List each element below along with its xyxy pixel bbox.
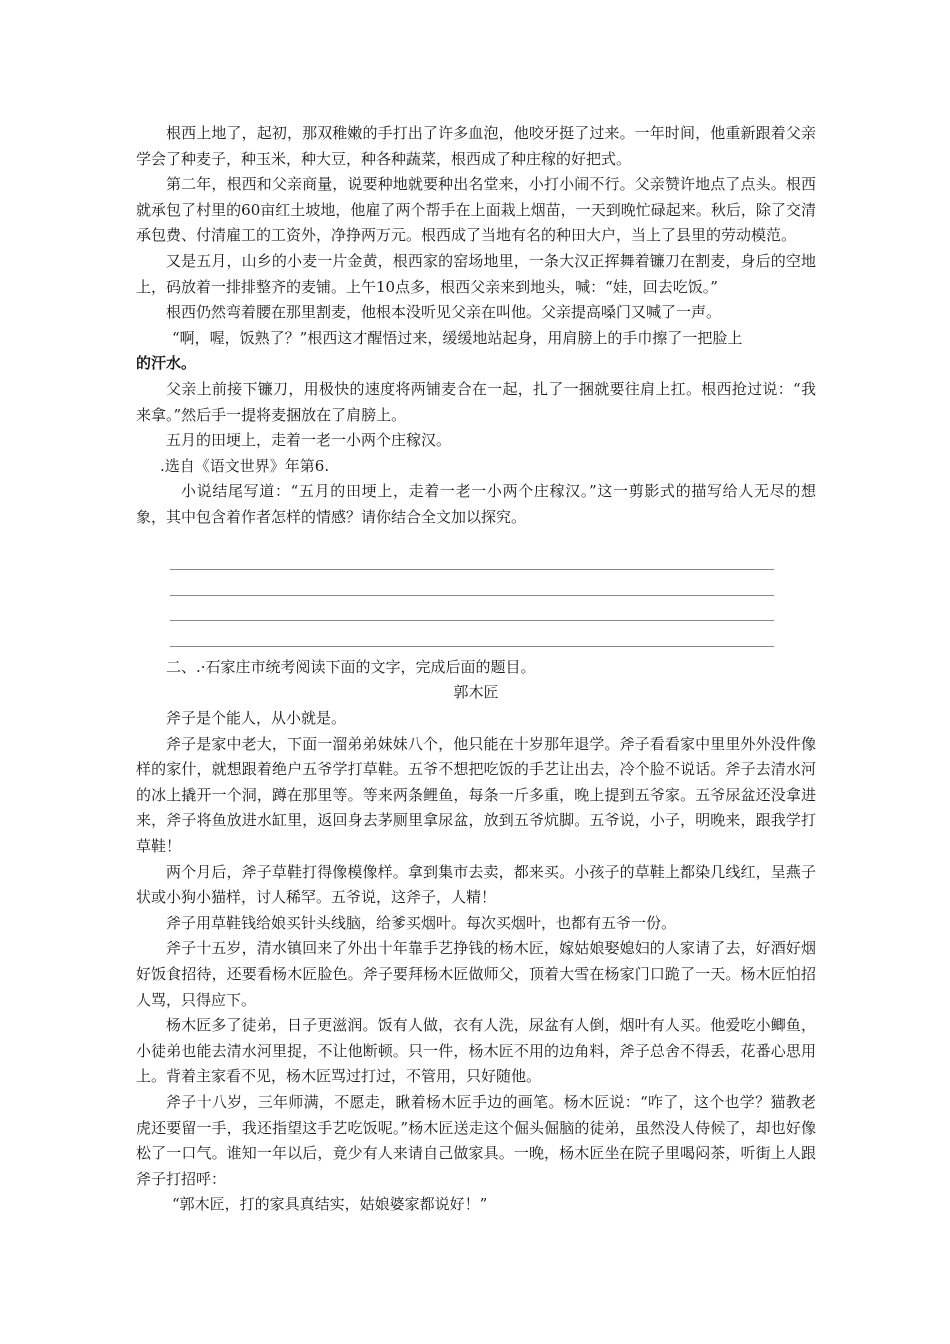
story-paragraph-1: 根西上地了，起初，那双稚嫩的手打出了许多血泡，他咬牙挺了过来。一年时间，他重新跟着父亲学会了种麦子，种玉米，种大豆，种各种蔬菜，根西成了种庄稼的好把式。 <box>136 124 816 168</box>
story2-paragraph-4: 斧子用草鞋钱给娘买针头线脑，给爹买烟叶。每次买烟叶，也都有五爷一份。 <box>166 913 677 932</box>
story-paragraph-5 <box>136 326 816 377</box>
answer-line <box>170 596 774 622</box>
section-header: 二、.·石家庄市统考阅读下面的文字，完成后面的题目。 <box>166 657 536 676</box>
answer-line <box>170 621 774 647</box>
question-text: 小说结尾写道：“五月的田埂上，走着一老一小两个庄稼汉。”这一剪影式的描写给人无尽的想象，其中包含着作者怎样的情感？请你结合全文加以探究。 <box>136 482 816 526</box>
story-title: 郭木匠 <box>453 683 499 702</box>
story-paragraph-5-text: “啊，喔，饭熟了？”根西这才醒悟过来，缓缓地站起身，用肩膀上的手巾擦了一把脸上 <box>172 328 743 347</box>
document-page <box>136 121 816 1218</box>
story2-paragraph-3: 两个月后，斧子草鞋打得像模像样。拿到集市去卖，都来买。小孩子的草鞋上都染几线红，呈燕子状或小狗小猫样，讨人稀罕。五爷说，这斧子，人精！ <box>136 862 816 907</box>
story2-paragraph-8: “郭木匠，打的家具真结实，姑娘婆家都说好！” <box>172 1195 488 1214</box>
story-paragraph-7: 五月的田埂上，走着一老一小两个庄稼汉。 <box>166 431 452 450</box>
story-paragraph-2: 第二年，根西和父亲商量，说要种地就要种出名堂来，小打小闹不行。父亲赞许地点了点头。根西就承包了村里的60亩红土坡地，他雇了两个帮手在上面栽上烟苗，一天到晚忙碌起来。秋后，除了交清承包费、付清雇工的工资外，净挣两万元。根西成了当地有名的种田大户，当上了县里的劳动模范。 <box>136 175 816 245</box>
story-paragraph-5-bold: 的汗水。 <box>136 354 197 373</box>
story2-paragraph-6: 杨木匠多了徒弟，日子更滋润。饭有人做，衣有人洗，尿盆有人倒，烟叶有人买。他爱吃小鲫鱼，小徒弟也能去清水河里捉，不让他断顿。只一件，杨木匠不用的边角料，斧子总舍不得丢，花番心思用上。背着主家看不见，杨木匠骂过打过，不管用，只好随他。 <box>136 1016 816 1086</box>
story-paragraph-3: 又是五月，山乡的小麦一片金黄，根西家的窑场地里，一条大汉正挥舞着镰刀在割麦，身后的空地上，码放着一排排整齐的麦铺。上午10点多，根西父亲来到地头，喊：“娃，回去吃饭。” <box>136 251 816 296</box>
story-paragraph-6: 父亲上前接下镰刀，用极快的速度将两铺麦合在一起，扎了一捆就要往肩上扛。根西抢过说：“我来拿。”然后手一提将麦捆放在了肩膀上。 <box>136 379 816 424</box>
story2-paragraph-1: 斧子是个能人，从小就是。 <box>166 709 347 728</box>
story2-paragraph-7: 斧子十八岁，三年师满，不愿走，瞅着杨木匠手边的画笔。杨木匠说：“咋了，这个也学？猫教老虎还要留一手，我还指望这手艺吃饭呢。”杨木匠送走这个倔头倔脑的徒弟，虽然没人侍候了，却也好像松了一口气。谁知一年以后，竟少有人来请自己做家具。一晚，杨木匠坐在院子里喝闷茶，听街上人跟斧子打招呼： <box>136 1092 816 1188</box>
story-paragraph-4: 根西仍然弯着腰在那里割麦，他根本没听见父亲在叫他。父亲提高嗓门又喊了一声。 <box>166 303 722 322</box>
answer-line <box>170 545 774 571</box>
story2-paragraph-5: 斧子十五岁，清水镇回来了外出十年靠手艺挣钱的杨木匠，嫁姑娘娶媳妇的人家请了去，好酒好烟好饭食招待，还要看杨木匠脸色。斧子要拜杨木匠做师父，顶着大雪在杨家门口跪了一天。杨木匠怕招人骂，只得应下。 <box>136 939 816 1009</box>
answer-lines <box>170 545 774 647</box>
source-note: .选自《语文世界》年第6. <box>160 456 330 475</box>
story2-paragraph-2: 斧子是家中老大，下面一溜弟弟妹妹八个，他只能在十岁那年退学。斧子看看家中里里外外没件像样的家什，就想跟着绝户五爷学打草鞋。五爷不想把吃饭的手艺让出去，冷个脸不说话。斧子去清水河的冰上撬开一个洞，蹲在那里等。等来两条鲤鱼，每条一斤多重，晚上提到五爷家。五爷尿盆还没拿进来，斧子将鱼放进水缸里，返回身去茅厕里拿尿盆，放到五爷炕脚。五爷说，小子，明晚来，跟我学打草鞋！ <box>136 734 816 856</box>
answer-line <box>170 570 774 596</box>
